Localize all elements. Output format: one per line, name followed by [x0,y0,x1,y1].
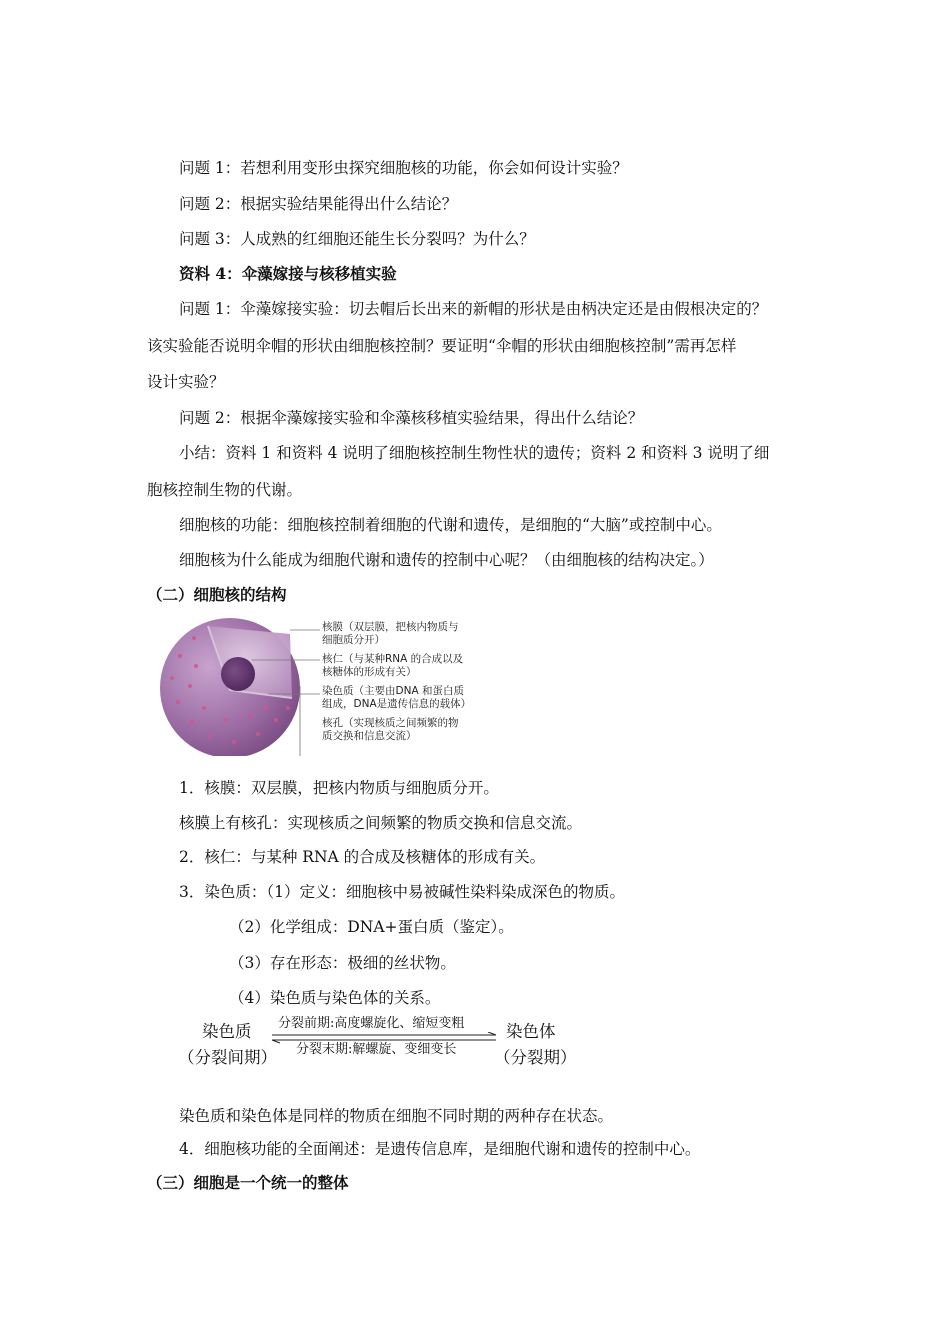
same-substance-statement: 染色质和染色体是同样的物质在细胞不同时期的两种存在状态。 [179,1107,614,1125]
equation-arrow-top-label: 分裂前期:高度螺旋化、缩短变粗 [278,1016,465,1031]
material-4-question-1-line-3: 设计实验？ [147,373,225,391]
section-2-heading: （二）细胞核的结构 [147,585,287,604]
question-1: 问题 1：若想利用变形虫探究细胞核的功能，你会如何设计实验？ [179,159,628,177]
point-4-function: 4．细胞核功能的全面阐述：是遗传信息库，是细胞代谢和遗传的控制中心。 [179,1140,701,1158]
equation-right-bottom: （分裂期） [494,1048,577,1067]
nucleus-illustration [150,616,320,756]
point-3-form: （3）存在形态：极细的丝状物。 [229,954,456,972]
equation-arrow-bottom-label: 分裂末期:解螺旋、变细变长 [296,1042,457,1057]
label-nucleolus-2: 核糖体的形成有关） [322,666,417,678]
point-3-chromatin: 3．染色质：（1）定义：细胞核中易被碱性染料染成深色的物质。 [179,883,625,901]
why-control-center: 细胞核为什么能成为细胞代谢和遗传的控制中心呢？（由细胞核的结构决定。） [179,551,714,569]
nucleolus-shape [221,657,255,691]
point-1-membrane: 1．核膜：双层膜，把核内物质与细胞质分开。 [179,779,499,797]
equation-left-bottom: （分裂间期） [178,1048,277,1067]
label-nucleolus-1: 核仁（与某种RNA 的合成以及 [322,653,464,665]
material-4-title: 资料 4：伞藻嫁接与核移植实验 [179,264,397,283]
label-pore-1: 核孔（实现核质之间频繁的物 [322,717,459,729]
material-4-question-1-line-1: 问题 1：伞藻嫁接实验：切去帽后长出来的新帽的形状是由柄决定还是由假根决定的？ [179,300,768,318]
label-membrane-2: 细胞质分开） [322,634,385,646]
point-3-relationship: （4）染色质与染色体的关系。 [229,989,441,1007]
point-1-pore: 核膜上有核孔：实现核质之间频繁的物质交换和信息交流。 [179,814,583,832]
equation-left-top: 染色质 [202,1022,252,1041]
label-chromatin-2: 组成，DNA是遗传信息的载体） [322,698,472,710]
question-2: 问题 2：根据实验结果能得出什么结论？ [179,195,458,213]
label-chromatin-1: 染色质（主要由DNA 和蛋白质 [322,685,464,697]
summary-line-2: 胞核控制生物的代谢。 [147,481,303,499]
material-4-question-1-line-2: 该实验能否说明伞帽的形状由细胞核控制？要证明“伞帽的形状由细胞核控制”需再怎样 [147,337,737,355]
point-2-nucleolus: 2．核仁：与某种 RNA 的合成及核糖体的形成有关。 [179,848,546,866]
summary-line-1: 小结：资料 1 和资料 4 说明了细胞核控制生物性状的遗传；资料 2 和资料 3 说明了细 [179,444,770,462]
point-3-composition: （2）化学组成：DNA+蛋白质（鉴定）。 [229,918,514,936]
equation-right-top: 染色体 [506,1022,556,1041]
nucleus-function: 细胞核的功能：细胞核控制着细胞的代谢和遗传，是细胞的“大脑”或控制中心。 [179,516,722,534]
question-3: 问题 3：人成熟的红细胞还能生长分裂吗？为什么？ [179,230,535,248]
section-3-heading: （三）细胞是一个统一的整体 [147,1173,349,1192]
label-membrane-1: 核膜（双层膜，把核内物质与 [322,621,459,633]
label-pore-2: 质交换和信息交流） [322,730,417,742]
material-4-question-2: 问题 2：根据伞藻嫁接实验和伞藻核移植实验结果，得出什么结论？ [179,409,644,427]
